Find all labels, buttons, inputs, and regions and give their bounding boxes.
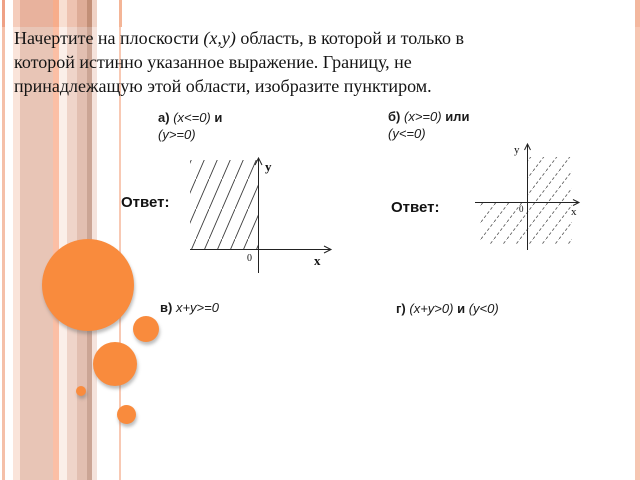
problem-a-line1 xyxy=(158,109,222,126)
problem-v xyxy=(160,299,219,316)
stripe-top-band xyxy=(59,0,67,27)
stripe xyxy=(2,0,5,480)
problem-b-conjunction: или xyxy=(445,109,470,124)
problem-v-expr1: x+y>=0 xyxy=(175,300,219,315)
answer-label-b: Ответ: xyxy=(391,199,440,216)
orange-circle xyxy=(133,316,159,342)
problem-a-expr1: (x<=0) xyxy=(173,110,211,125)
stripe-top-band xyxy=(20,0,53,27)
title-xy-math: (x,y) xyxy=(203,28,236,48)
problem-g-expr1: (x+y>0) xyxy=(409,301,454,316)
origin-label: 0 xyxy=(247,253,252,264)
stripe-top-band xyxy=(13,0,20,27)
problem-a-conjunction: и xyxy=(214,110,223,125)
stripe-top-band xyxy=(67,0,77,27)
shaded-region-q1 xyxy=(528,157,572,202)
answer-graph-a xyxy=(183,149,335,279)
problem-g-conjunction: и xyxy=(457,301,466,316)
title-text: Начертите на плоскости xyxy=(14,28,204,48)
problem-a-line2 xyxy=(158,126,222,143)
title-line2: которой истинно указанное выражение. Границу, не xyxy=(14,52,412,72)
problem-b-expr2: (y<=0) xyxy=(388,126,426,141)
answer-graph-b xyxy=(468,137,590,257)
problem-g xyxy=(396,300,499,317)
y-axis-label: y xyxy=(265,159,272,174)
stripe-top-band xyxy=(119,0,122,27)
problem-g-label: г) xyxy=(396,301,406,316)
problem-g-expr2: (y<0) xyxy=(468,301,499,316)
task-title xyxy=(14,26,634,98)
orange-circle-small xyxy=(117,405,136,424)
stripe-top-band xyxy=(77,0,87,27)
stripe-right-edge xyxy=(635,0,640,480)
stripe-top-band xyxy=(2,0,5,27)
orange-circle xyxy=(93,342,137,386)
problem-a-expr2: (y>=0) xyxy=(158,127,196,142)
origin-label: 0 xyxy=(519,204,524,214)
problem-b-line2 xyxy=(388,125,469,142)
answer-label-a: Ответ: xyxy=(121,194,170,211)
x-axis-label: x xyxy=(314,253,321,268)
problem-v-label: в) xyxy=(160,300,173,315)
problem-b-line1 xyxy=(388,108,469,125)
stripe-top-band xyxy=(635,0,640,27)
problem-b-label: б) xyxy=(388,109,401,124)
orange-circle-large xyxy=(42,239,134,331)
title-line3: принадлежащую этой области, изобразите пунктиром. xyxy=(14,76,432,96)
problem-a xyxy=(158,109,222,143)
orange-circle-tiny xyxy=(76,386,86,396)
shaded-region-lower-half xyxy=(480,203,572,245)
problem-b xyxy=(388,108,469,142)
shaded-region-q2 xyxy=(190,160,259,250)
problem-a-label: а) xyxy=(158,110,170,125)
problem-b-expr1: (x>=0) xyxy=(403,109,442,124)
y-axis-label: y xyxy=(514,144,520,156)
x-axis-label: x xyxy=(571,206,577,218)
stripe-top-band xyxy=(92,0,97,27)
title-text: область, в которой и только в xyxy=(235,28,464,48)
